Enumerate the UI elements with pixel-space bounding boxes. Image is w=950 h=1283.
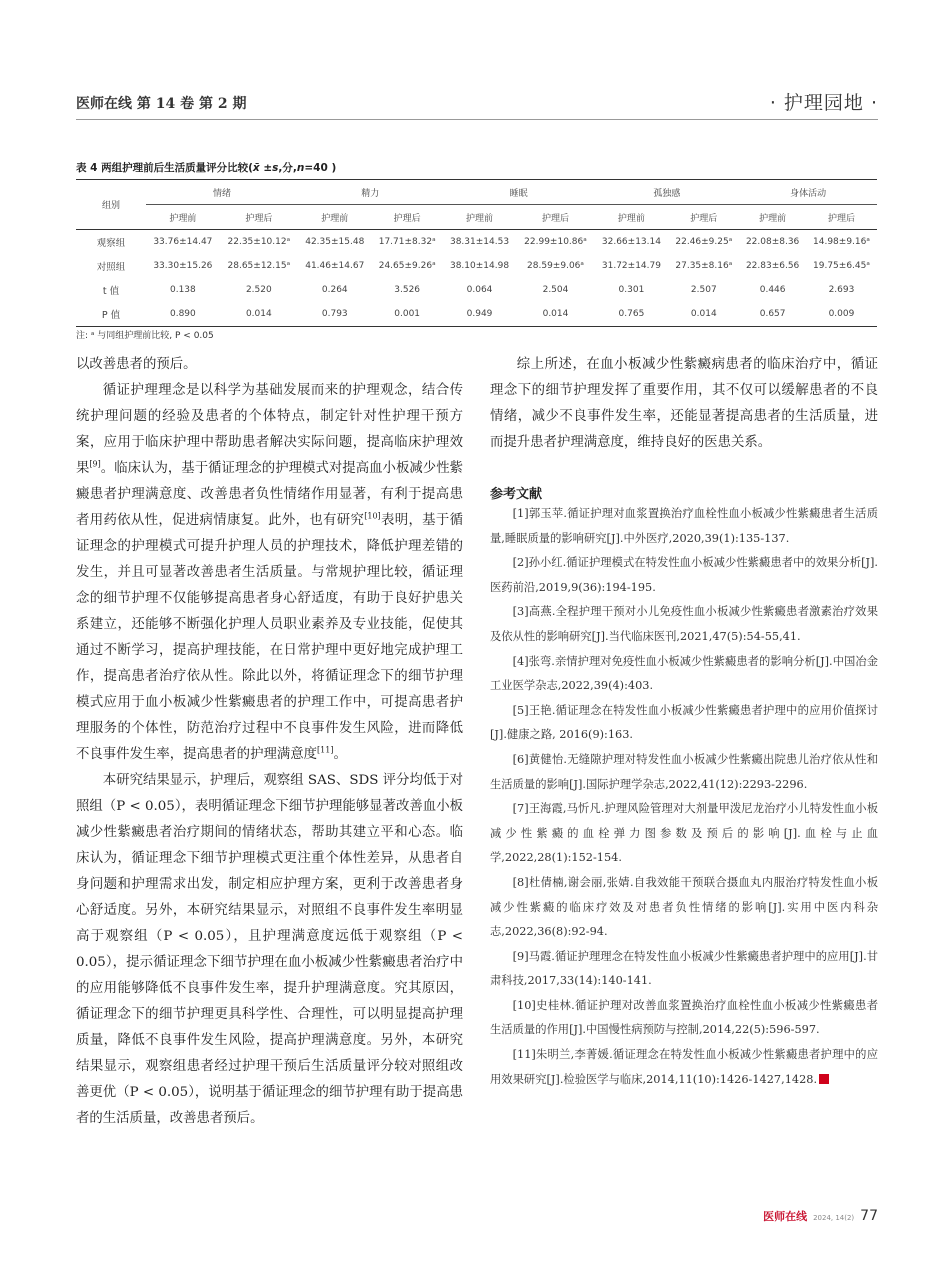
table-note: 注: ᵃ 与同组护理前比较, P < 0.05 [76,331,214,341]
conclusion-paragraph: 综上所述，在血小板减少性紫癜病患者的临床治疗中，循证理念下的细节护理发挥了重要作用，其不仅可以缓解患者的不良情绪，减少不良事件发生率，还能显著提高患者的生活质量，进而提升患者护理满意度，维持良好的医患关系。 [490,357,878,450]
table-cell: 0.949 [443,302,517,327]
reference-item: [2]孙小红.循证护理模式在特发性血小板减少性紫癜患者中的效果分析[J].医药前沿,2019,9(36):194-195. [490,556,878,594]
sub-header: 护理前 [298,205,372,230]
paragraph: 循证护理理念是以科学为基础发展而来的护理观念，结合传统护理问题的经验及患者的个体特点，制定针对性护理干预方案，应用于临床护理中帮助患者解决实际问题，提高临床护理效果[9]。临床认为，基于循证理念的护理模式对提高血小板减少性紫癜患者护理满意度、改善患者负性情绪作用显著，有利于提高患者用药依从性，促进病情康复。此外，也有研究[10]表明，基于循证理念的护理模式可提升护理人员的护理技术，降低护理差错的发生，并且可显著改善患者生活质量。与常规护理比较，循证理念的细节护理不仅能够提高患者身心舒适度，有助于良好护患关系建立，还能够不断强化护理人员职业素养及专业技能，促使其通过不断学习，提高护理技能，在日常护理中更好地完成护理工作，提高患者治疗依从性。除此以外，将循证理念下的细节护理模式应用于血小板减少性紫癜患者的护理工作中，可提高患者护理服务的个体性，防范治疗过程中不良事件发生风险，进而降低不良事件发生率，提高患者的护理满意度[11]。 [76,383,464,762]
table-caption: 表 4 两组护理前后生活质量评分比较(x̄ ±s,分,n=40 ) [76,162,337,174]
reference-item: [11]朱明兰,李菁媛.循证理念在特发性血小板减少性紫癜患者护理中的应用效果研究[J].检验医学与临床,2014,11(10):1426-1427,1428. [490,1048,878,1086]
table-cell: 22.35±10.12ᵃ [227,237,291,247]
row-label: 观察组 [96,238,126,249]
table-cell: 0.064 [466,285,493,295]
table-cell: 0.890 [146,302,220,327]
table-cell: 0.014 [516,302,594,327]
table-cell: 17.71±8.32ᵃ [378,237,436,247]
table-cell: 2.520 [245,285,272,295]
table-cell: 0.446 [759,285,786,295]
reference-item: [10]史桂林.循证护理对改善血浆置换治疗血栓性血小板减少性紫癜患者生活质量的作用[J].中国慢性病预防与控制,2014,22(5):596-597. [490,998,878,1037]
domain-header: 情绪 [146,180,298,205]
table-cell: 38.31±14.53 [449,237,510,247]
sub-header: 护理后 [372,205,443,230]
table-cell: 14.98±9.16ᵃ [813,237,870,247]
table-cell: 0.264 [321,285,348,295]
reference-item: [3]高燕.全程护理干预对小儿免疫性血小板减少性紫癜患者激素治疗效果及依从性的影响研究[J].当代临床医刊,2021,47(5):54-55,41. [490,605,878,643]
table-cell: 0.793 [298,302,372,327]
references-list [490,502,878,1092]
table-cell: 33.30±15.26 [153,261,213,271]
paragraph: 以改善患者的预后。 [76,357,197,372]
page-footer [763,1208,878,1224]
table-cell: 22.83±6.56 [745,261,800,271]
table-cell: 19.75±6.45ᵃ [813,261,870,271]
row-label: 对照组 [96,262,126,273]
domain-header: 身体活动 [739,180,877,205]
table-row [76,254,877,278]
journal-header: 医师在线 第 14 卷 第 2 期 [76,96,247,112]
quality-of-life-table [76,179,877,327]
table-cell: 0.301 [618,285,645,295]
sub-header: 护理前 [146,205,220,230]
table-cell: 2.693 [828,285,855,295]
page-number: 77 [860,1208,878,1224]
table-cell: 33.76±14.47 [153,237,213,247]
table-cell: 41.46±14.67 [305,261,365,271]
table-cell: 2.507 [690,285,717,295]
table-row [76,278,877,302]
sub-header: 护理后 [220,205,298,230]
table-cell: 42.35±15.48 [305,237,365,247]
sub-header: 护理后 [516,205,594,230]
table-cell: 28.59±9.06ᵃ [527,261,584,271]
table-cell: 0.765 [595,302,669,327]
domain-header: 孤独感 [595,180,740,205]
table-cell: 31.72±14.79 [601,261,661,271]
reference-item: [1]郭玉苹.循证护理对血浆置换治疗血栓性血小板减少性紫癜患者生活质量,睡眠质量的影响研究[J].中外医疗,2020,39(1):135-137. [490,507,878,545]
sub-header: 护理后 [806,205,877,230]
row-label: P 值 [76,302,146,327]
references-title: 参考文献 [490,487,543,502]
table-cell: 38.10±14.98 [449,261,510,271]
table-cell: 32.66±13.14 [601,237,661,247]
section-header: · 护理园地 · [769,92,878,114]
sub-header: 护理前 [595,205,669,230]
table-cell: 22.08±8.36 [745,237,800,247]
reference-item: [6]黄健怡.无缝隙护理对特发性血小板减少性紫癜出院患儿治疗依从性和生活质量的影响[J].国际护理学杂志,2022,41(12):2293-2296. [490,752,878,791]
table-row [76,302,877,327]
reference-item: [8]杜倩楠,谢会丽,张婧.自我效能干预联合摄血丸内服治疗特发性血小板减少性紫癜的临床疗效及对患者负性情绪的影响[J].实用中医内科杂志,2022,36(8):92-94. [490,875,878,939]
table-cell: 0.001 [372,302,443,327]
group-header: 组别 [76,180,146,230]
domain-header: 精力 [298,180,443,205]
reference-item: [4]张弯.亲情护理对免疫性血小板减少性紫癜患者的影响分析[J].中国冶金工业医学杂志,2022,39(4):403. [490,654,878,693]
table-cell: 3.526 [394,285,421,295]
end-mark-icon [819,1074,829,1084]
table-row [76,230,877,255]
domain-header: 睡眠 [443,180,595,205]
table-cell: 0.014 [668,302,739,327]
reference-item: [9]马霞.循证护理理念在特发性血小板减少性紫癜患者护理中的应用[J].甘肃科技,2017,33(14):140-141. [490,949,878,988]
table-cell: 28.65±12.15ᵃ [227,261,291,271]
left-column [76,352,463,1132]
table-cell: 0.138 [169,285,196,295]
table-cell: 0.657 [739,302,806,327]
sub-header: 护理前 [739,205,806,230]
sub-header: 护理后 [668,205,739,230]
issue-label: 2024, 14(2) [813,1214,855,1222]
journal-logo: 医师在线 [763,1210,808,1223]
table-cell: 0.014 [220,302,298,327]
table-cell: 22.46±9.25ᵃ [675,237,733,247]
reference-item: [5]王艳.循证理念在特发性血小板减少性紫癜患者护理中的应用价值探讨[J].健康之路, 2016(9):163. [490,703,878,742]
table-cell: 2.504 [542,285,569,295]
sub-header: 护理前 [443,205,517,230]
paragraph: 本研究结果显示，护理后，观察组 SAS、SDS 评分均低于对照组（P < 0.05），表明循证理念下细节护理能够显著改善血小板减少性紫癜患者治疗期间的情绪状态，帮助其建立平和心态。临床认为，循证理念下细节护理模式更注重个体性差异，从患者自身问题和护理需求出发，制定相应护理方案，更利于改善患者身心舒适度。另外，本研究结果显示，对照组不良事件发生率明显高于观察组（P < 0.05），且护理满意度远低于观察组（P < 0.05），提示循证理念下细节护理在血小板减少性紫癜患者治疗中的应用能够降低不良事件发生率，提升护理满意度。究其原因，循证理念下的细节护理更具科学性、合理性，可以明显提高护理质量，降低不良事件发生风险，提高护理满意度。另外，本研究结果显示，观察组患者经过护理干预后生活质量评分较对照组改善更优（P < 0.05），说明基于循证理念的细节护理有助于提高患者的生活质量，改善患者预后。 [76,773,464,1126]
row-label: t 值 [102,286,120,297]
reference-item: [7]王海霞,马忻凡.护理风险管理对大剂量甲泼尼龙治疗小儿特发性血小板减少性紫癜的血栓弹力图参数及预后的影响[J].血栓与止血学,2022,28(1):152-154. [490,802,878,865]
header-rule [76,119,878,120]
table-cell: 0.009 [806,302,877,327]
table-cell: 22.99±10.86ᵃ [524,237,587,247]
right-column [490,352,878,456]
table-cell: 27.35±8.16ᵃ [675,261,733,271]
table-cell: 24.65±9.26ᵃ [378,261,436,271]
